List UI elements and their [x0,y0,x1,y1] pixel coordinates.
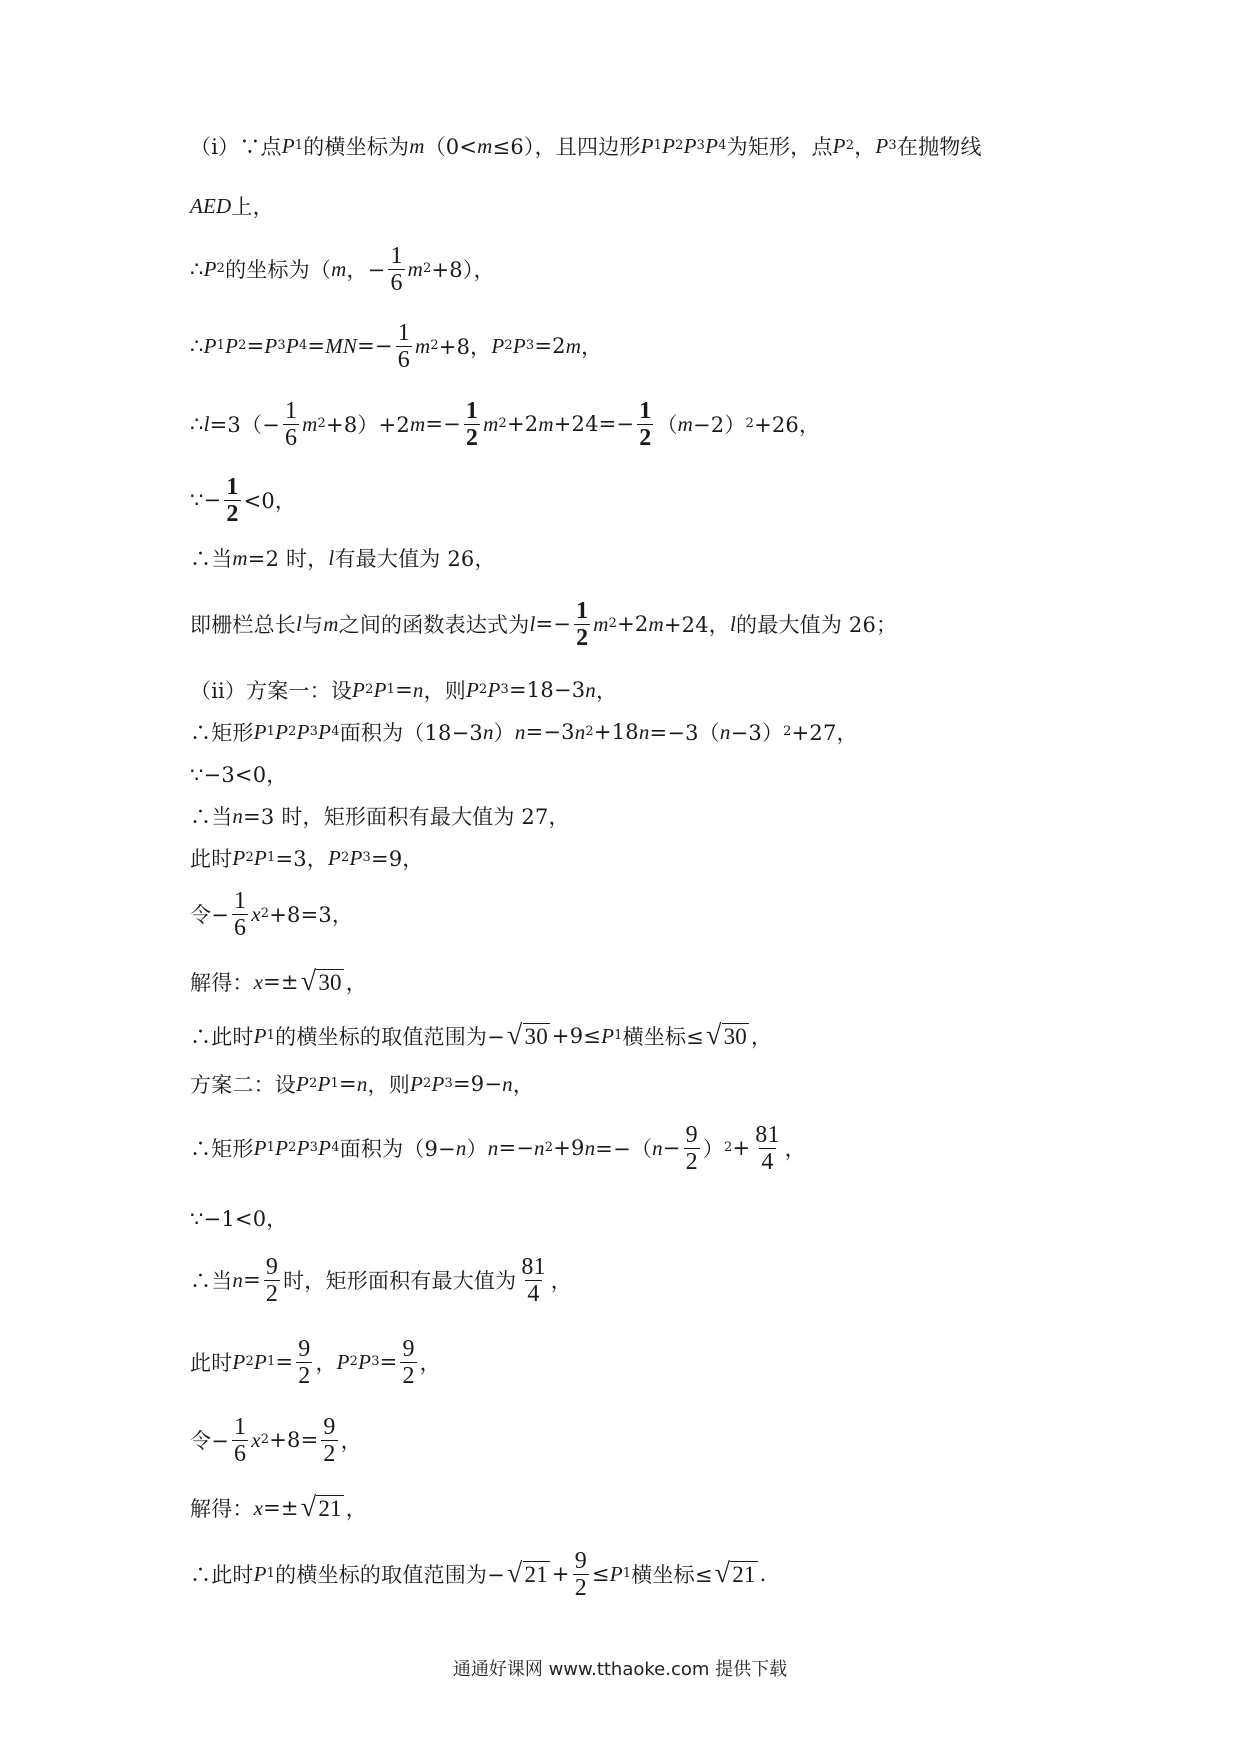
line-10: ∴矩形 P 1 P 2 P 3 P 4 面积为（18−3 n ） n =−3 n 2 +18 n =−3（ n −3） 2 +27， [190,719,858,745]
line-14: 令− $\frac{1}{6}$ x 2 +8=3， [190,887,354,941]
fraction-1-6: $\frac{1}{6}$ [390,242,403,296]
sqrt-21: √ 21 [300,1492,342,1523]
line-19: ∵−1<0， [190,1207,288,1231]
line-16: ∴此时 P 1 的横坐标的取值范围为− √ 30 +9≤ P 1 横坐标≤ √ 30 ， [190,1020,773,1051]
line-22: 令− $\frac{1}{6}$ x 2 +8= $\frac{9}{2}$ ， [190,1413,362,1467]
line-2: AED 上， [190,193,274,219]
line-17: 方案二：设 P 2 P 1 = n ，则 P 2 P 3 =9− n ， [190,1071,535,1097]
line-20: ∴当 n = $\frac{9}{2}$ 时，矩形面积有最大值为 $\frac{81}{4}$ ， [190,1253,572,1307]
line-11: ∵−3<0， [190,763,288,787]
line-18: ∴矩形 P 1 P 2 P 3 P 4 面积为（9− n ） n =− n 2 +9 n =−（ n − $\frac{9}{2}$ ） 2 + $\frac{81}{4}$ ， [190,1121,806,1175]
line-4: ∴ P 1 P 2 = P 3 P 4 = M N =− $\frac{1}{6}$ m 2 +8， P 2 P 3 =2 m ， [190,319,603,373]
fraction-1-6: $\frac{1}{6}$ [397,319,410,373]
line-3: ∴ P 2 的坐标为（ m ，− $\frac{1}{6}$ m 2 +8）， [190,242,495,296]
line-21: 此时 P 2 P 1 = $\frac{9}{2}$ ， P 2 P 3 = $\frac{9}{2}$ ， [190,1335,441,1389]
line-5: ∴ l =3（− $\frac{1}{6}$ m 2 +8）+2 m =− $\frac{1}{2}$ m 2 +2 m +24=− $\frac{1}{2}$ （ m −2） 2 +26， [190,397,821,451]
line-1: （ⅰ）∵点 P 1 的横坐标为 m （0< m ≤6），且四边形 P 1 P 2 P 3 P 4 为矩形，点 P 2 ， P 3 在抛物线 [190,133,982,159]
sqrt-30: √ 30 [300,966,342,997]
line-12: ∴当 n =3 时，矩形面积有最大值为 27， [190,803,570,829]
line-9: （ⅱ）方案一：设 P 2 P 1 = n ，则 P 2 P 3 =18−3 n ， [190,677,618,703]
line-13: 此时 P 2 P 1 =3， P 2 P 3 =9， [190,845,424,871]
line-6: ∵− $\frac{1}{2}$ <0， [190,473,297,527]
page-footer: 通通好课网 www.tthaoke.com 提供下载 [452,1659,788,1680]
line-24: ∴此时 P 1 的横坐标的取值范围为− √ 21 + $\frac{9}{2}$ ≤ P 1 横坐标≤ √ 21 . [190,1547,767,1601]
line-7: ∴当 m =2 时， l 有最大值为 26， [190,545,496,571]
line-15: 解得： x =± √ 30 ， [190,966,367,997]
line-8: 即栅栏总长 l 与 m 之间的函数表达式为 l =− $\frac{1}{2}$ m 2 +2 m +24， l 的最大值为 26； [190,597,898,651]
line-23: 解得： x =± √ 21 ， [190,1492,367,1523]
